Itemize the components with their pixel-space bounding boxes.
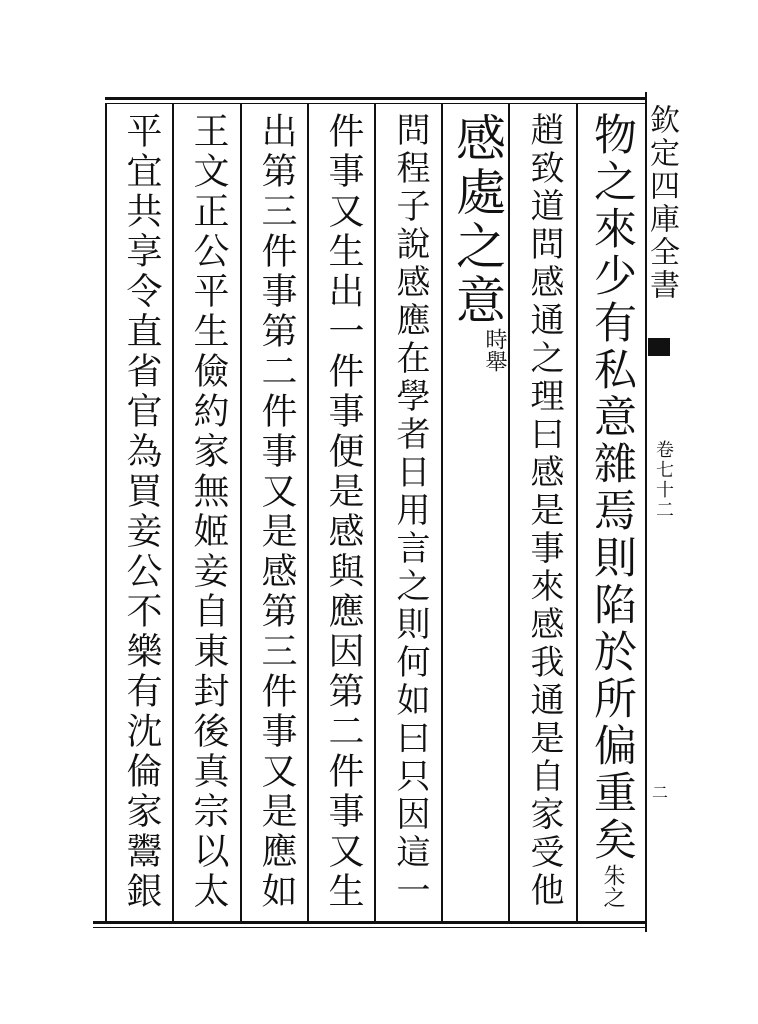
column-divider [172,104,174,922]
column-text: 件事又生出一件事便是感與應因第二件事又生 [323,112,364,912]
column-text: 問程子說感應在學者日用言之則何如曰只因這一 [390,112,430,910]
text-column-5 [313,112,373,918]
text-column-6 [246,112,306,918]
column-divider [576,104,578,922]
column-divider [240,104,242,922]
book-title: 欽定四庫全書 [644,104,679,302]
interlinear-note: 時舉 [482,328,507,372]
column-text: 感處之意 [448,112,506,328]
column-text: 物之來少有私意雜焉則陷於所偏重矣 [587,112,637,864]
page-number: 二 [652,783,669,802]
column-divider [307,104,309,922]
bottom-border-rule [93,921,645,924]
text-column-2 [514,112,574,918]
column-divider [508,104,510,922]
interlinear-note: 朱之 [600,864,625,908]
text-column-4 [380,112,440,918]
column-divider [105,104,107,922]
column-text: 平宜共享令直省官為買妾公不樂有沈倫家鬻銀 [121,112,162,912]
fishtail-mark-icon [648,338,670,356]
column-divider [441,104,443,922]
text-column-7 [178,112,238,918]
text-column-3 [447,112,507,918]
text-column-1 [582,112,642,918]
column-text: 出第三件事第二件事又是感第三件事又是應如 [256,112,297,912]
column-text: 王文正公平生儉約家無姬妾自東封後真宗以太 [188,112,229,912]
bottom-border-rule-inner [93,927,645,928]
top-border-rule [105,97,645,100]
volume-label: 卷七十二 [653,440,674,520]
text-column-8 [111,112,171,918]
column-divider [374,104,376,922]
column-text: 趙致道問感通之理曰感是事來感我通是自家受他 [524,112,564,910]
